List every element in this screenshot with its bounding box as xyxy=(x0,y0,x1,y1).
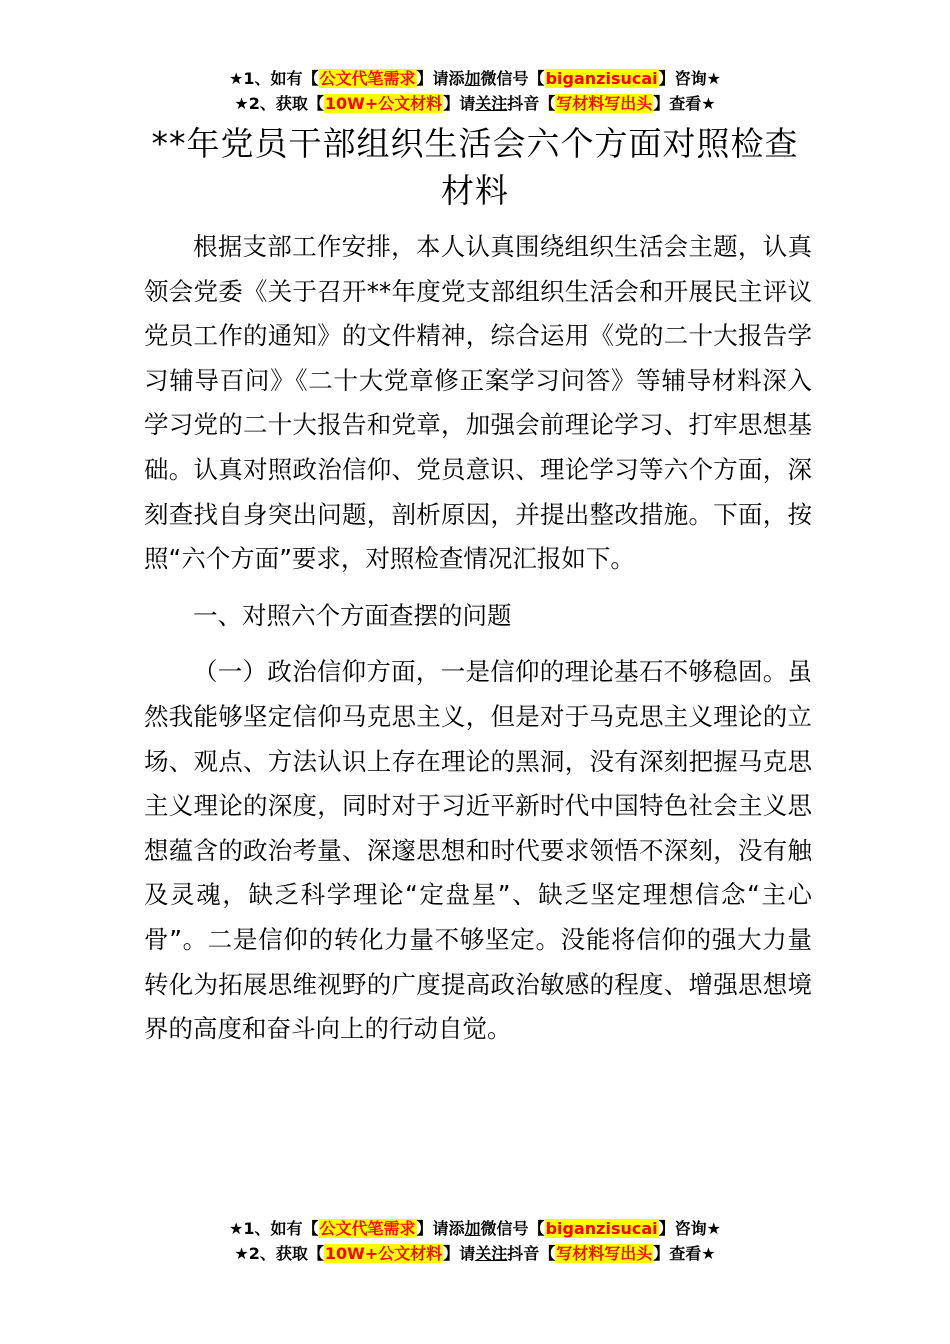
promo-underlined-text: 加 xyxy=(464,69,481,88)
promo-text: 抖音【 xyxy=(507,94,556,113)
promo-highlight: 10W+公文材料 xyxy=(324,94,443,113)
document-title: **年党员干部组织生活会六个方面对照检查材料 xyxy=(151,124,799,210)
promo-line-2 xyxy=(0,91,950,116)
intro-paragraph: 根据支部工作安排，本人认真围绕组织生活会主题，认真领会党委《关于召开**年度党支部组织生活会和开展民主评议党员工作的通知》的文件精神，综合运用《党的二十大报告学习辅导百问》《二十大党章修正案学习问答》等辅导材料深入学习党的二十大报告和党章，加强会前理论学习、打牢思想基础。认真对照政治信仰、党员意识、理论学习等六个方面，深刻查找自身突出问题，剖析原因，并提出整改措施。下面，按照“六个方面”要求，对照检查情况汇报如下。 xyxy=(144,232,812,574)
promo-text: 】请添 xyxy=(416,1219,465,1238)
promo-highlight: 公文代笔需求 xyxy=(319,69,416,88)
promo-underlined-text: 加 xyxy=(464,1219,481,1238)
promo-text: ★1、如有【 xyxy=(229,69,319,88)
promo-text: 】查看★ xyxy=(653,1244,716,1263)
politics-paragraph: （一）政治信仰方面，一是信仰的理论基石不够稳固。虽然我能够坚定信仰马克思主义，但是对于马克思主义理论的立场、观点、方法认识上存在理论的黑洞，没有深刻把握马克思主义理论的深度，同时对于习近平新时代中国特色社会主义思想蕴含的政治考量、深邃思想和时代要求领悟不深刻，没有触及灵魂，缺乏科学理论“定盘星”、缺乏坚定理想信念“主心骨”。二是信仰的转化力量不够坚定。没能将信仰的强大力量转化为拓展思维视野的广度提高政治敏感的程度、增强思想境界的高度和奋斗向上的行动自觉。 xyxy=(144,657,812,1044)
section-heading: 一、对照六个方面查摆的问题 xyxy=(193,600,512,630)
promo-line-1 xyxy=(0,66,950,91)
promo-text: 微信号【 xyxy=(480,1219,545,1238)
promo-underlined-text: 关注 xyxy=(475,94,508,113)
promo-text: ★1、如有【 xyxy=(229,1219,319,1238)
promo-text: 】请 xyxy=(443,94,476,113)
document-body xyxy=(144,225,812,1052)
promo-text: 抖音【 xyxy=(507,1244,556,1263)
promo-text: 】请添 xyxy=(416,69,465,88)
wechat-id-highlight: biganzisucai xyxy=(545,69,658,88)
promo-banner-bottom xyxy=(0,1216,950,1266)
promo-text: 】查看★ xyxy=(653,94,716,113)
promo-text: 微信号【 xyxy=(480,69,545,88)
promo-text: ★2、获取【 xyxy=(234,1244,324,1263)
promo-underlined-text: 关注 xyxy=(475,1244,508,1263)
wechat-id-highlight: biganzisucai xyxy=(545,1219,658,1238)
promo-line-1 xyxy=(0,1216,950,1241)
promo-text: ★2、获取【 xyxy=(234,94,324,113)
promo-text: 】咨询★ xyxy=(658,1219,721,1238)
promo-text: 】咨询★ xyxy=(658,69,721,88)
promo-line-2 xyxy=(0,1241,950,1266)
douyin-name-highlight: 写材料写出头 xyxy=(556,1244,653,1263)
promo-text: 】请 xyxy=(443,1244,476,1263)
douyin-name-highlight: 写材料写出头 xyxy=(556,94,653,113)
promo-banner-top xyxy=(0,66,950,116)
promo-highlight: 10W+公文材料 xyxy=(324,1244,443,1263)
promo-highlight: 公文代笔需求 xyxy=(319,1219,416,1238)
